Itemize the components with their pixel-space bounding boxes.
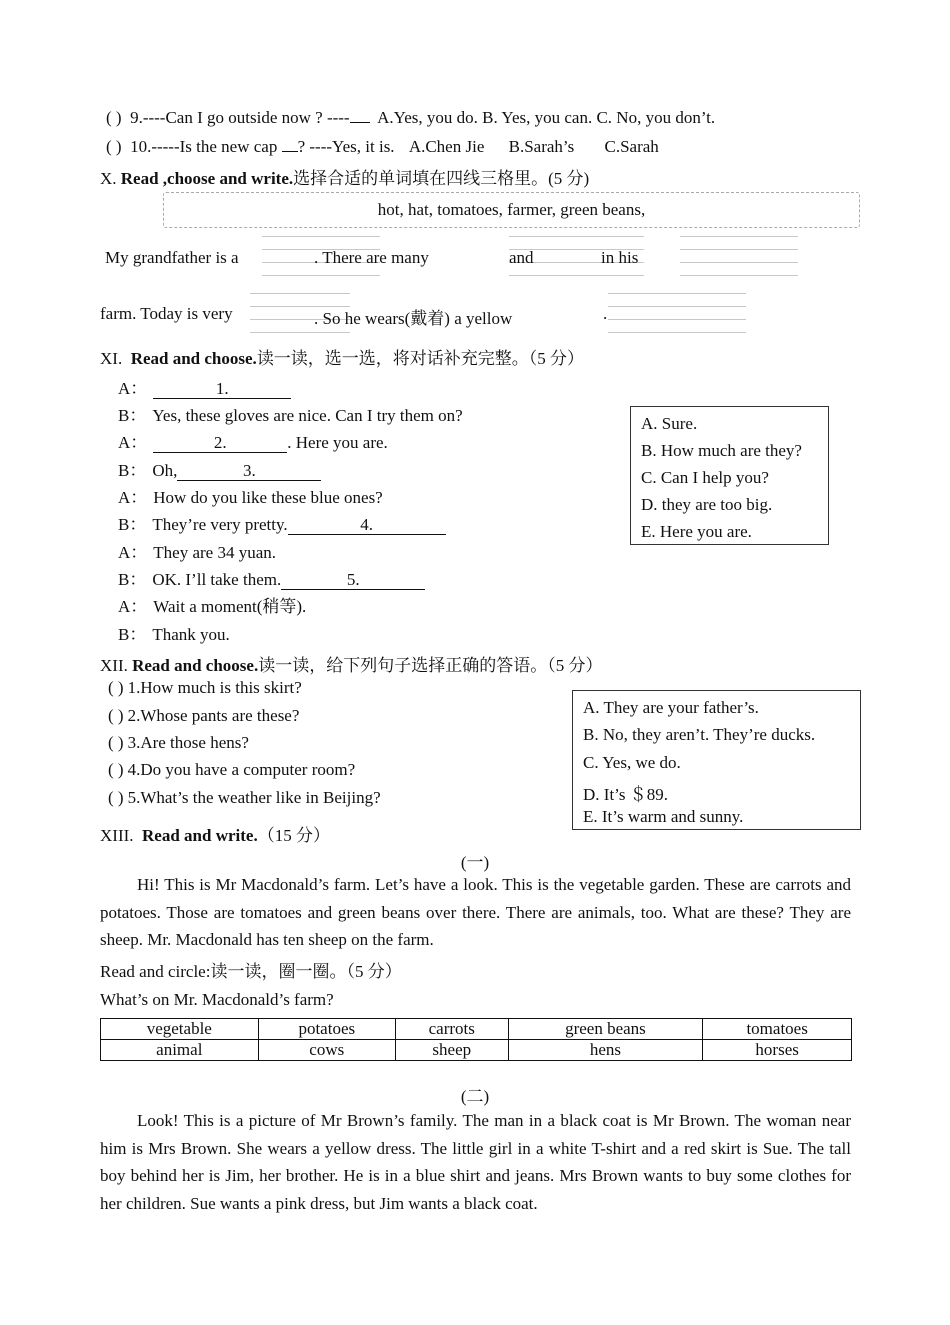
task-instruction: Read and circle:读一读，圈一圈。（5 分） [100,962,402,981]
dialogue-line: B： OK. I’ll take them. 5. [118,565,425,590]
dialogue-line: A： How do you like these blue ones? [118,488,383,507]
answer-blank[interactable]: 4. [288,516,446,535]
section-heading: XII. Read and choose.读一读，给下列句子选择正确的答语。（5 分） [100,656,603,675]
option-item: E. It’s warm and sunny. [583,807,744,826]
subsection-title: (二) [460,1087,490,1106]
table-cell[interactable]: sheep [395,1040,508,1061]
sentence-text: . So he wears(戴着) a yellow [314,309,513,328]
answer-blank[interactable]: 2. [153,434,287,453]
circle-table [100,1018,852,1061]
table-cell[interactable]: carrots [395,1019,508,1040]
subsection-title: (一) [460,853,490,872]
option-item: D. It’s ＄89. [583,785,668,804]
question-item: ( ) 3.Are those hens? [108,733,249,752]
dialogue-line: B： Thank you. [118,625,230,644]
answer-blank[interactable] [350,122,370,123]
dialogue-line: B： Yes, these gloves are nice. Can I try them on? [118,406,463,425]
answer-blank[interactable]: 3. [177,462,321,481]
sentence-text: My grandfather is a [105,248,239,267]
table-row [101,1040,852,1061]
sentence-text: and [509,248,534,267]
answer-bracket[interactable]: ( ) [108,788,124,807]
dialogue-line: A： 2. . Here you are. [118,433,388,452]
sentence-text: . There are many [314,248,429,267]
table-cell[interactable]: cows [258,1040,395,1061]
table-cell[interactable]: tomatoes [703,1019,852,1040]
word-bank: hot, hat, tomatoes, farmer, green beans, [163,192,860,228]
section-heading: XI. Read and choose.读一读，选一选，将对话补充完整。（5 分） [100,349,585,368]
table-cell[interactable]: green beans [508,1019,703,1040]
answer-bracket[interactable]: ( ) [108,760,124,779]
answer-bracket[interactable]: ( ) [108,706,124,725]
question-item: ( ) 5.What’s the weather like in Beijing? [108,788,381,807]
table-cell[interactable]: potatoes [258,1019,395,1040]
task-question: What’s on Mr. Macdonald’s farm? [100,990,334,1009]
answer-blank[interactable]: 5. [281,571,425,590]
answer-options-box [572,690,861,830]
four-line-blank[interactable] [680,236,798,276]
table-row [101,1019,852,1040]
option-item: A. They are your father’s. [583,698,759,717]
dialogue-line: B： Oh, 3. [118,456,321,481]
question-item: ( ) 2.Whose pants are these? [108,706,300,725]
table-cell: animal [101,1040,259,1061]
option-item: A. Sure. [641,414,698,433]
table-cell[interactable]: hens [508,1040,703,1061]
option-item: E. Here you are. [641,522,752,541]
dialogue-line: B： They’re very pretty. 4. [118,510,446,535]
answer-blank[interactable]: 1. [153,380,291,399]
section-heading: X. Read ,choose and write.选择合适的单词填在四线三格里。(5 分) [100,169,590,188]
question-item: ( ) 4.Do you have a computer room? [108,760,356,779]
sentence-text: farm. Today is very [100,304,233,323]
answer-bracket[interactable]: ( ) [106,137,122,156]
option-item: C. Yes, we do. [583,753,681,772]
answer-blank[interactable] [282,151,298,152]
option-item: D. they are too big. [641,495,773,514]
answer-bracket[interactable]: ( ) [106,108,122,127]
sentence-text: . [603,304,608,323]
option-item: B. How much are they? [641,441,802,460]
four-line-blank[interactable] [608,293,746,333]
dialogue-line: A： 1. [118,374,291,399]
question-10: ( ) 10.-----Is the new cap ? ----Yes, it is. A.Chen Jie B.Sarah’s C.Sarah [106,137,659,156]
question-9: ( ) 9.----Can I go outside now ? ---- A.Yes, you do. B. Yes, you can. C. No, you don’t. [106,108,716,127]
option-item: B. No, they aren’t. They’re ducks. [583,725,816,744]
dialogue-line: A： They are 34 yuan. [118,543,277,562]
dialogue-options-box [630,406,829,545]
table-cell[interactable]: horses [703,1040,852,1061]
option-item: C. Can I help you? [641,468,769,487]
answer-bracket[interactable]: ( ) [108,678,124,697]
table-cell: vegetable [101,1019,259,1040]
section-heading: XIII. Read and write.（15 分） [100,826,330,845]
question-item: ( ) 1.How much is this skirt? [108,678,302,697]
reading-passage: Look! This is a picture of Mr Brown’s family. The man in a black coat is Mr Brown. The woman near him is Mrs Brown. She wears a yellow dress. The little girl in a white T-shirt and a red skirt is Sue. The tall boy behind her is Jim, her brother. He is in a blue shirt and jeans. Mrs Brown wants to buy some clothes for her children. Sue wants a pink dress, but Jim wants a black coat. [100,1111,851,1213]
reading-passage: Hi! This is Mr Macdonald’s farm. Let’s have a look. This is the vegetable garden. These are carrots and potatoes. Those are tomatoes and green beans over there. There are animals, too. What are these? They are sheep. Mr. Macdonald has ten sheep on the farm. [100,875,851,949]
sentence-text: in his [601,248,639,267]
answer-bracket[interactable]: ( ) [108,733,124,752]
dialogue-line: A： Wait a moment(稍等). [118,597,307,616]
